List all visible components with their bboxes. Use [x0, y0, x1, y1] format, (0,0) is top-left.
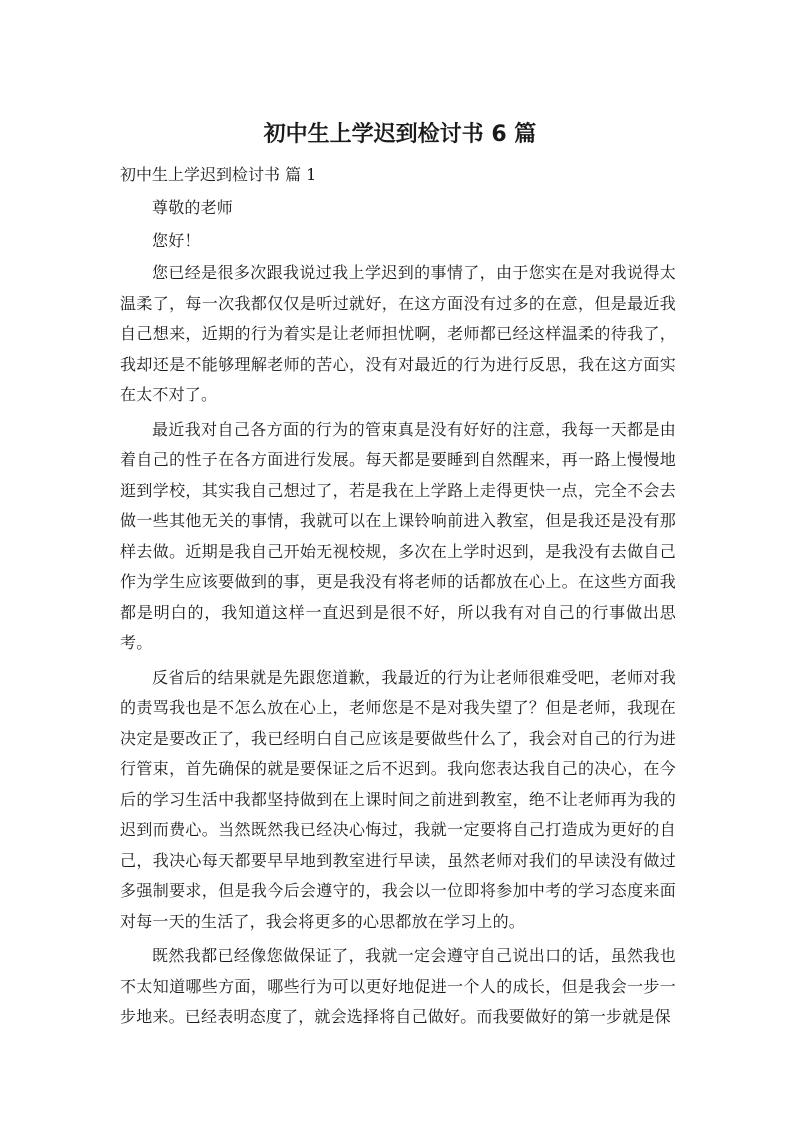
document-body [120, 193, 676, 1037]
paragraph: 最近我对自己各方面的行为的管束真是没有好好的注意，我每一天都是由着自己的性子在各方面进行发展。每天都是要睡到自然醒来，再一路上慢慢地逛到学校，其实我自己想过了，若是我在上学路上走得更快一点，完全不会去做一些其他无关的事情，我就可以在上课铃响前进入教室，但是我还是没有那样去做。近期是我自己开始无视校规，多次在上学时迟到，是我没有去做自己作为学生应该要做到的事，更是我没有将老师的话都放在心上。在这些方面我都是明白的，我知道这样一直迟到是很不好，所以我有对自己的行事做出思考。 [120, 419, 676, 652]
section-heading: 初中生上学迟到检讨书 篇 1 [120, 165, 317, 184]
salutation: 尊敬的老师 [152, 198, 234, 217]
paragraph: 反省后的结果就是先跟您道歉，我最近的行为让老师很难受吧，老师对我的责骂我也是不怎么放在心上，老师您是不是对我失望了？但是老师，我现在决定是要改正了，我已经明白自己应该是要做些什么了，我会对自己的行为进行管束，首先确保的就是要保证之后不迟到。我向您表达我自己的决心，在今后的学习生活中我都坚持做到在上课时间之前进到教室，绝不让老师再为我的迟到而费心。当然既然我已经决心悔过，我就一定要将自己打造成为更好的自己，我决心每天都要早早地到教室进行早读，虽然老师对我们的早读没有做过多强制要求，但是我今后会遵守的，我会以一位即将参加中考的学习态度来面对每一天的生活了，我会将更多的心思都放在学习上的。 [120, 667, 676, 931]
greeting: 您好！ [152, 230, 201, 250]
paragraph: 既然我都已经像您做保证了，我就一定会遵守自己说出口的话，虽然我也不太知道哪些方面，哪些行为可以更好地促进一个人的成长，但是我会一步一步地来。已经表明态度了，就会选择将自己做好。而我要做好的第一步就是保 [120, 946, 676, 1026]
document-title: 初中生上学迟到检讨书 6 篇 [263, 122, 537, 147]
paragraph: 您已经是很多次跟我说过我上学迟到的事情了，由于您实在是对我说得太温柔了，每一次我都仅仅是听过就好，在这方面没有过多的在意，但是最近我自己想来，近期的行为着实是让老师担忧啊，老师都已经这样温柔的待我了，我却还是不能够理解老师的苦心，没有对最近的行为进行反思，我在这方面实在太不对了。 [120, 263, 676, 404]
